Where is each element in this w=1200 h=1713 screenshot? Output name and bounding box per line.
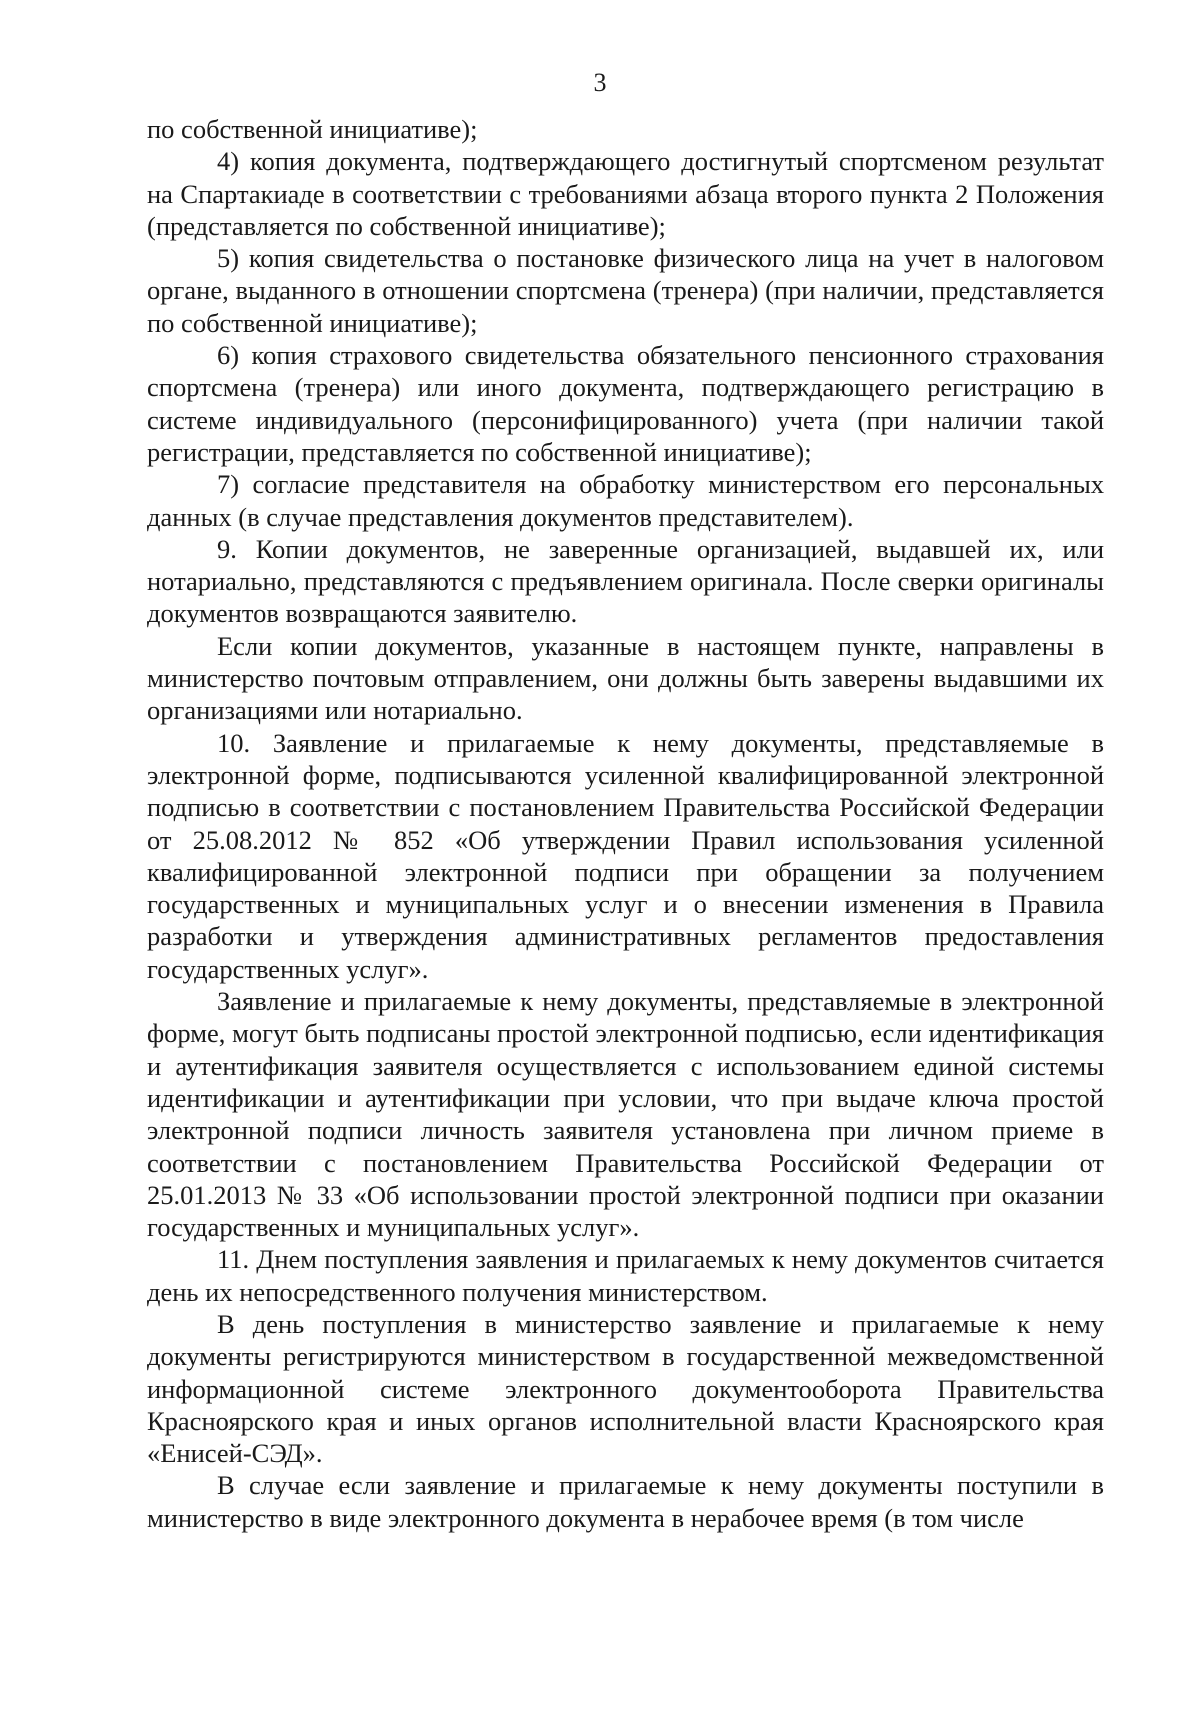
paragraph-item-5: 5) копия свидетельства о постановке физического лица на учет в налоговом органе, выданного в отношении спортсмена (тренера) (при наличии, представляется по собственной инициативе); <box>147 243 1104 338</box>
document-body <box>147 113 1104 1534</box>
paragraph-clause-9: 9. Копии документов, не заверенные организацией, выдавшей их, или нотариально, представляются с предъявлением оригинала. После сверки оригиналы документов возвращаются заявителю. <box>147 533 1104 629</box>
paragraph-clause-10: 10. Заявление и прилагаемые к нему документы, представляемые в электронной форме, подписываются усиленной квалифицированной электронной подписью в соответствии с постановлением Правительства Российской Федерации от 25.08.2012 № 852 «Об утверждении Правил использования усиленной квалифицированной электронной подписи при обращении за получением государственных и муниципальных услуг и о внесении изменения в Правила разработки и утверждения административных регламентов предоставления государственных услуг». <box>147 727 1104 984</box>
paragraph-clause-9-postal: Если копии документов, указанные в настоящем пункте, направлены в министерство почтовым отправлением, они должны быть заверены выдавшими их организациями или нотариально. <box>147 630 1104 726</box>
paragraph-continuation: по собственной инициативе); <box>147 114 478 144</box>
paragraph-clause-11: 11. Днем поступления заявления и прилагаемых к нему документов считается день их непосредственного получения министерством. <box>147 1244 1104 1307</box>
page-number: 3 <box>593 68 607 97</box>
paragraph-clause-11-electronic: В случае если заявление и прилагаемые к нему документы поступили в министерство в виде электронного документа в нерабочее время (в том числе <box>147 1470 1104 1533</box>
paragraph-clause-10-simple-signature: Заявление и прилагаемые к нему документы, представляемые в электронной форме, могут быть подписаны простой электронной подписью, если идентификация и аутентификация заявителя осуществляется с использованием единой системы идентификации и аутентификации при условии, что при выдаче ключа простой электронной подписи личность заявителя установлена при личном приеме в соответствии с постановлением Правительства Российской Федерации от 25.01.2013 № 33 «Об использовании простой электронной подписи при оказании государственных и муниципальных услуг». <box>147 986 1104 1243</box>
paragraph-item-4: 4) копия документа, подтверждающего достигнутый спортсменом результат на Спартакиаде в соответствии с требованиями абзаца второго пункта 2 Положения (представляется по собственной инициативе); <box>147 146 1104 241</box>
paragraph-item-7: 7) согласие представителя на обработку министерством его персональных данных (в случае представления документов представителем). <box>147 469 1104 532</box>
paragraph-item-6: 6) копия страхового свидетельства обязательного пенсионного страхования спортсмена (тренера) или иного документа, подтверждающего регистрацию в системе индивидуального (персонифицированного) учета (при наличии такой регистрации, представляется по собственной инициативе); <box>147 340 1104 467</box>
paragraph-clause-11-registration: В день поступления в министерство заявление и прилагаемые к нему документы регистрируются министерством в государственной межведомственной информационной системе электронного документооборота Правительства Красноярского края и иных органов исполнительной власти Красноярского края «Енисей-СЭД». <box>147 1308 1104 1469</box>
